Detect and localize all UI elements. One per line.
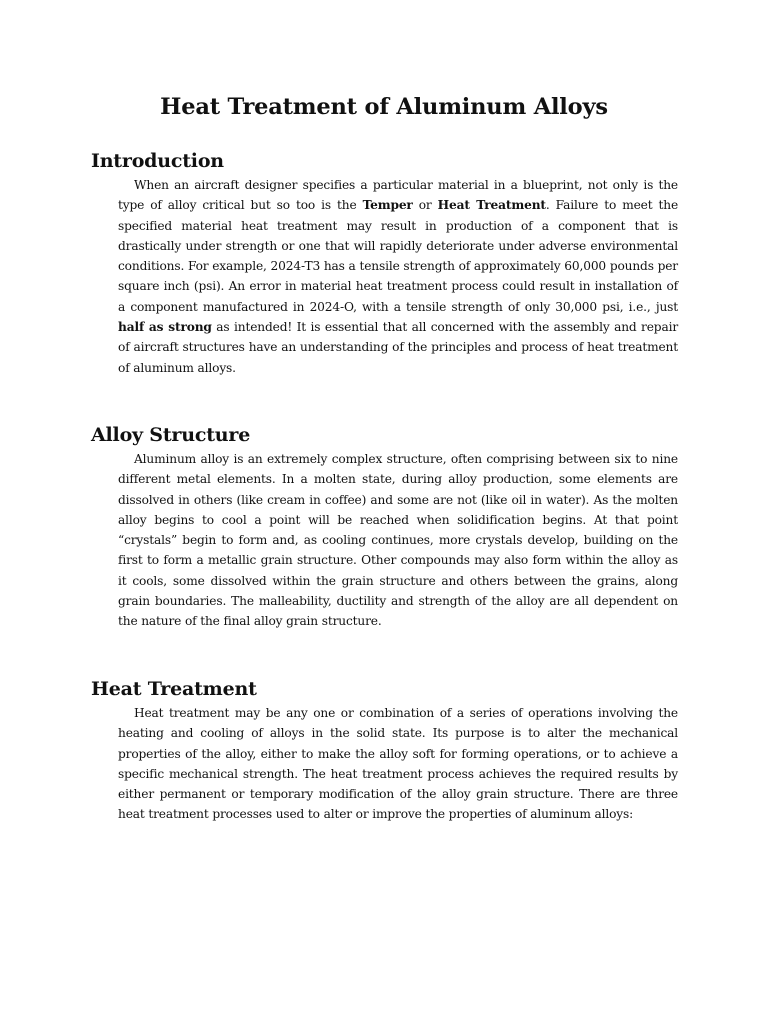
intro-bold-half-as-strong: half as strong <box>118 320 212 335</box>
section-paragraph-alloy-structure: Aluminum alloy is an extremely complex structure, often comprising between six to nine different metal elements. In a molten state, during alloy production, some elements are dissolved in others (like cream in coffee) and some are not (like oil in water). As the molten alloy begins to cool a point will be reached when solidification begins. At that point “crystals” begin to form and, as cooling continues, more crystals develop, building on the first to form a metallic grain structure. Other compounds may also form within the alloy as it cools, some dissolved within the grain structure and others between the grains, along grain boundaries. The malleability, ductility and strength of the alloy are all dependent on the nature of the final alloy grain structure. <box>118 452 678 629</box>
section-heading-introduction: Introduction <box>91 150 224 172</box>
intro-bold-temper: Temper <box>362 198 413 213</box>
section-alloy-structure <box>91 421 678 632</box>
section-paragraph-heat-treatment: Heat treatment may be any one or combination of a series of operations involving the heating and cooling of alloys in the solid state. Its purpose is to alter the mechanical properties of the alloy, either to make the alloy soft for forming operations, or to achieve a specific mechanical strength. The heat treatment process achieves the required results by either permanent or temporary modification of the alloy grain structure. There are three heat treatment processes used to alter or improve the properties of aluminum alloys: <box>118 706 678 822</box>
intro-text-part-2: or <box>412 198 438 213</box>
section-introduction <box>91 147 678 378</box>
intro-text-part-3: . Failure to meet the specified material heat treatment may result in production of a component that is drastically under strength or one that will rapidly deteriorate under adverse environmental conditions. For example, 2024-T3 has a tensile strength of approximately 60,000 pounds per square inch (psi). An error in material heat treatment process could result in installation of a component manufactured in 2024-O, with a tensile strength of only 30,000 psi, i.e., just <box>118 198 679 314</box>
intro-text-part-4: as intended! It is essential that all concerned with the assembly and repair of aircraft structures have an understanding of the principles and process of heat treatment of aluminum alloys. <box>118 320 678 375</box>
document-title: Heat Treatment of Aluminum Alloys <box>160 94 608 120</box>
section-heat-treatment <box>91 675 678 825</box>
section-heading-heat-treatment: Heat Treatment <box>91 678 257 700</box>
section-paragraph-introduction <box>118 175 678 378</box>
intro-text-part-1: When an aircraft designer specifies a particular material in a blueprint, not only is the type of alloy critical but so too is the <box>118 178 678 213</box>
section-heading-alloy-structure: Alloy Structure <box>91 424 251 446</box>
intro-bold-heat-treatment: Heat Treatment <box>437 198 546 213</box>
